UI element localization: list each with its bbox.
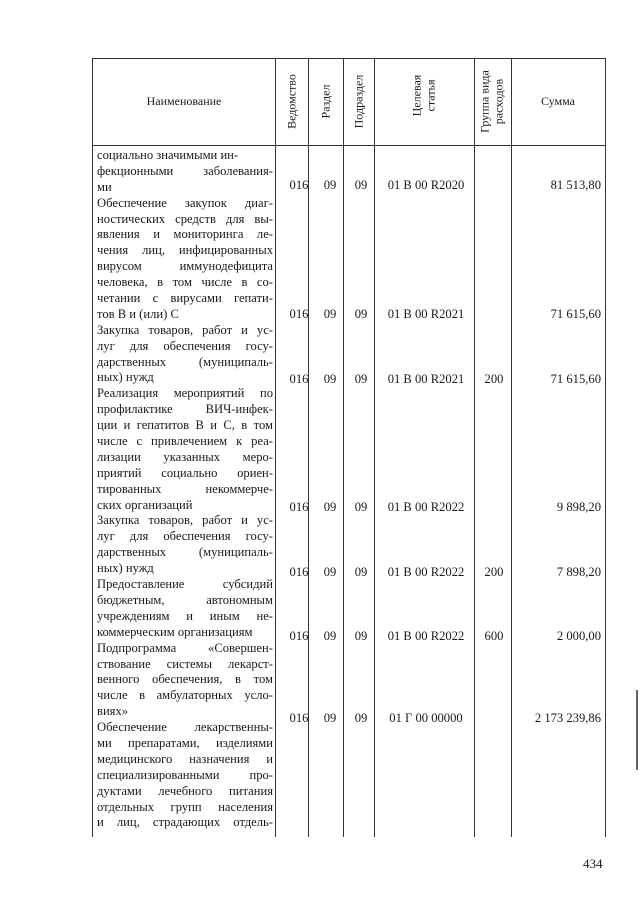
name-line: явления и мониторинга ле- [97, 227, 273, 242]
name-line: социально значимыми ин- [97, 148, 239, 162]
column-divider [374, 59, 375, 837]
header-vedomstvo: Ведомство [284, 74, 299, 129]
name-line: четании с вирусами гепати- [97, 291, 273, 306]
name-line: коммерческим организациям [97, 624, 253, 639]
cell-razdel: 09 [323, 372, 337, 386]
cell-razdel: 09 [323, 565, 337, 579]
name-line: Обеспечение закупок диаг- [97, 195, 273, 210]
name-line: профилактике ВИЧ-инфек- [97, 402, 273, 417]
name-line: ствование системы лекарст- [97, 656, 273, 671]
name-line: лизации указанных меро- [97, 449, 273, 464]
name-line: ных) нужд [97, 370, 154, 385]
header-celevaya-statya-line2: статья [423, 79, 438, 112]
cell-gruppa: 600 [484, 629, 504, 643]
header-divider [93, 145, 605, 146]
header-name: Наименование [146, 94, 222, 108]
column-divider [275, 59, 276, 837]
cell-summa: 71 615,60 [550, 372, 601, 386]
cell-podrazdel: 09 [354, 629, 368, 643]
cell-podrazdel: 09 [354, 711, 368, 725]
cell-vedomstvo: 016 [289, 178, 309, 192]
cell-vedomstvo: 016 [289, 629, 309, 643]
header-podrazdel: Подраздел [351, 74, 366, 129]
header-gruppa-line2: расходов [491, 78, 506, 125]
page-number: 434 [583, 856, 603, 871]
name-line: Реализация мероприятий по [97, 386, 273, 401]
cell-vedomstvo: 016 [289, 565, 309, 579]
cell-vedomstvo: 016 [289, 372, 309, 386]
name-line: виях» [97, 704, 129, 719]
cell-podrazdel: 09 [354, 372, 368, 386]
name-line: ностических средств для вы- [97, 211, 273, 226]
cell-podrazdel: 09 [354, 565, 368, 579]
cell-razdel: 09 [323, 178, 337, 192]
name-line: тов В и (или) С [97, 306, 179, 321]
cell-summa: 71 615,60 [550, 307, 601, 321]
name-line: дуктами лечебного питания [97, 783, 273, 798]
name-line: ми [97, 179, 112, 194]
scan-edge-mark [636, 690, 638, 770]
name-line: ных) нужд [97, 561, 154, 576]
name-line: тированных некоммерче- [97, 481, 273, 496]
cell-summa: 7 898,20 [556, 565, 601, 579]
cell-razdel: 09 [323, 711, 337, 725]
name-line: ции и гепатитов В и С, в том [97, 418, 273, 433]
cell-celevaya-statya: 01 В 00 R2021 [387, 307, 465, 321]
name-line: медицинского назначения и [97, 751, 273, 766]
cell-summa: 2 000,00 [556, 629, 601, 643]
column-divider [343, 59, 344, 837]
name-line: ских организаций [97, 497, 193, 512]
cell-vedomstvo: 016 [289, 307, 309, 321]
name-column [97, 148, 273, 831]
cell-podrazdel: 09 [354, 307, 368, 321]
name-line: Подпрограмма «Совершен- [97, 640, 273, 655]
name-line: отдельных групп населения [97, 799, 273, 814]
cell-gruppa: 200 [484, 372, 504, 386]
cell-razdel: 09 [323, 500, 337, 514]
name-line: Закупка товаров, работ и ус- [97, 322, 273, 337]
name-line: и лиц, страдающих отдель- [97, 815, 273, 830]
cell-celevaya-statya: 01 В 00 R2021 [387, 372, 465, 386]
name-line: Обеспечение лекарственны- [97, 720, 273, 735]
name-line: числе с привлечением к реа- [97, 434, 273, 449]
budget-table [92, 58, 606, 837]
cell-celevaya-statya: 01 В 00 R2022 [387, 565, 465, 579]
cell-celevaya-statya: 01 Г 00 00000 [389, 711, 463, 725]
name-line: человека, в том числе в со- [97, 275, 273, 290]
name-line: чения лиц, инфицированных [97, 243, 273, 258]
cell-vedomstvo: 016 [289, 500, 309, 514]
name-line: бюджетным, автономным [97, 592, 273, 607]
name-line: специализированными про- [97, 767, 273, 782]
cell-vedomstvo: 016 [289, 711, 309, 725]
name-line: числе в амбулаторных усло- [97, 688, 273, 703]
cell-celevaya-statya: 01 В 00 R2022 [387, 500, 465, 514]
name-line: Предоставление субсидий [97, 577, 273, 592]
cell-gruppa: 200 [484, 565, 504, 579]
name-line: дарственных (муниципаль- [97, 545, 273, 560]
cell-celevaya-statya: 01 В 00 R2020 [387, 178, 465, 192]
name-line: учреждениям и иным не- [97, 608, 273, 623]
header-razdel: Раздел [318, 84, 333, 119]
header-celevaya-statya-line1: Целевая [409, 74, 424, 117]
cell-podrazdel: 09 [354, 178, 368, 192]
cell-summa: 81 513,80 [550, 178, 601, 192]
name-line: венного обеспечения, в том [97, 672, 273, 687]
cell-razdel: 09 [323, 629, 337, 643]
name-line: вирусом иммунодефицита [97, 259, 273, 274]
cell-podrazdel: 09 [354, 500, 368, 514]
name-line: луг для обеспечения госу- [97, 529, 273, 544]
name-line: ми препаратами, изделиями [97, 735, 273, 750]
cell-summa: 2 173 239,86 [534, 711, 601, 725]
name-line: луг для обеспечения госу- [97, 338, 273, 353]
cell-summa: 9 898,20 [556, 500, 601, 514]
name-line: Закупка товаров, работ и ус- [97, 513, 273, 528]
cell-celevaya-statya: 01 В 00 R2022 [387, 629, 465, 643]
cell-razdel: 09 [323, 307, 337, 321]
header-summa: Сумма [541, 94, 575, 108]
name-line: фекционными заболевания- [97, 163, 273, 178]
name-line: дарственных (муниципаль- [97, 354, 273, 369]
column-divider [511, 59, 512, 837]
name-line: приятий социально ориен- [97, 465, 273, 480]
header-gruppa-line1: Группа вида [477, 70, 492, 133]
